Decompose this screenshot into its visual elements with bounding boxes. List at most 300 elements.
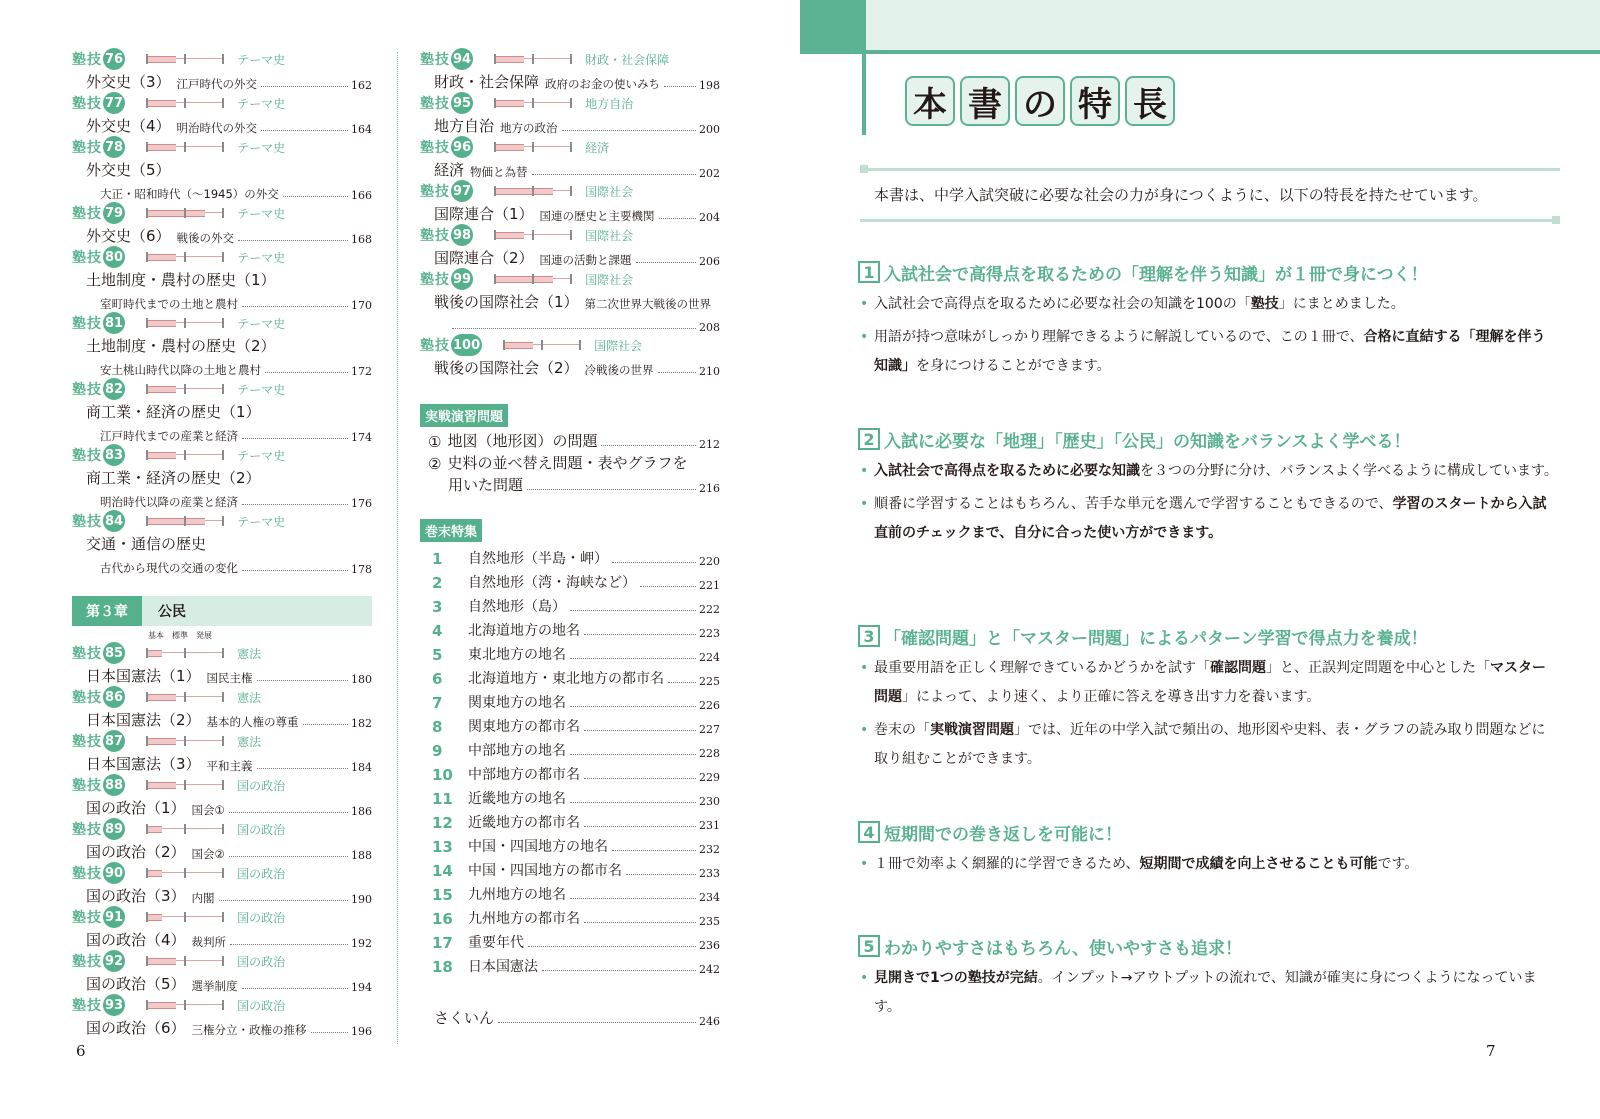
feature-point bbox=[858, 323, 1558, 381]
practice-page: 212 bbox=[699, 438, 720, 451]
entry-category: 国際社会 bbox=[585, 272, 634, 287]
toc-entry[interactable] bbox=[72, 378, 372, 444]
dot-leader bbox=[562, 130, 696, 131]
level-ticks bbox=[147, 516, 223, 526]
entry-category: 憲法 bbox=[237, 734, 262, 749]
entry-page: 188 bbox=[351, 849, 372, 862]
feature-block bbox=[858, 425, 1558, 548]
entry-subtitle: 平和主義 bbox=[206, 759, 253, 773]
special-title: 中国・四国地方の都市名 bbox=[468, 863, 622, 879]
entry-subtitle: 戦後の外交 bbox=[176, 231, 235, 245]
special-number: 1 bbox=[432, 550, 443, 568]
dot-leader bbox=[257, 768, 348, 769]
entry-title: 日本国憲法（1） bbox=[86, 667, 201, 685]
entry-category: 国際社会 bbox=[585, 184, 634, 199]
dot-leader bbox=[498, 1022, 696, 1023]
special-number: 5 bbox=[432, 646, 443, 664]
special-item[interactable] bbox=[420, 928, 720, 952]
level-ticks bbox=[147, 868, 223, 878]
difficulty-level-bar bbox=[147, 1000, 223, 1010]
entry-subtitle: 江戸時代の外交 bbox=[176, 77, 258, 91]
entry-subtitle: 国会① bbox=[191, 803, 225, 817]
entry-tag bbox=[72, 202, 372, 224]
dot-leader bbox=[242, 504, 348, 505]
toc-entry[interactable] bbox=[72, 510, 372, 576]
special-title: 中部地方の都市名 bbox=[468, 767, 580, 783]
header-band bbox=[800, 0, 1600, 50]
entry-category: 国際社会 bbox=[594, 338, 643, 353]
toc-entry[interactable] bbox=[420, 224, 720, 268]
difficulty-level-bar bbox=[147, 824, 223, 834]
practice-title-cont: 用いた問題 bbox=[448, 476, 524, 494]
entry-category: 国の政治 bbox=[237, 910, 286, 925]
dot-leader bbox=[584, 778, 696, 779]
entry-number-badge: 76 bbox=[103, 48, 125, 70]
feature-heading bbox=[858, 425, 1558, 453]
entry-tag bbox=[420, 224, 720, 246]
header-rule bbox=[800, 50, 1600, 54]
difficulty-level-bar bbox=[147, 868, 223, 878]
title-char-box: 書 bbox=[960, 76, 1010, 126]
juku-label: 塾技 bbox=[72, 998, 102, 1014]
entry-subtitle-row bbox=[72, 356, 372, 378]
toc-entry[interactable] bbox=[72, 246, 372, 312]
feature-point-emphasis: 入試社会で高得点を取るために必要な知識 bbox=[874, 463, 1140, 479]
toc-entry[interactable] bbox=[420, 92, 720, 136]
page-number-left: 6 bbox=[76, 1042, 86, 1060]
special-page: 229 bbox=[699, 771, 720, 784]
entry-title-row bbox=[72, 664, 372, 686]
special-item[interactable] bbox=[420, 640, 720, 664]
level-ticks bbox=[147, 648, 223, 658]
entry-tag bbox=[72, 950, 372, 972]
dot-leader bbox=[640, 586, 696, 587]
entry-page: 176 bbox=[351, 497, 372, 510]
feature-point-text: を３つの分野に分け、バランスよく学べるように構成しています。 bbox=[1140, 463, 1558, 479]
juku-label: 塾技 bbox=[72, 448, 102, 464]
special-page: 225 bbox=[699, 675, 720, 688]
toc-entry[interactable] bbox=[72, 906, 372, 950]
entry-page: 180 bbox=[351, 673, 372, 686]
entry-number-badge: 77 bbox=[103, 92, 125, 114]
dot-leader bbox=[532, 174, 696, 175]
entry-page: 202 bbox=[699, 167, 720, 180]
entry-title-row bbox=[72, 224, 372, 246]
special-title: 中部地方の地名 bbox=[468, 743, 566, 759]
level-ticks bbox=[147, 450, 223, 460]
entry-tag bbox=[72, 510, 372, 532]
special-title: 関東地方の地名 bbox=[468, 695, 566, 711]
entry-subtitle-row bbox=[72, 488, 372, 510]
toc-entry[interactable] bbox=[420, 180, 720, 224]
difficulty-level-bar bbox=[147, 692, 223, 702]
title-char-box: 長 bbox=[1125, 76, 1175, 126]
feature-point bbox=[858, 716, 1558, 774]
special-number: 18 bbox=[432, 958, 453, 976]
special-item[interactable] bbox=[420, 880, 720, 904]
juku-label: 塾技 bbox=[420, 96, 450, 112]
special-item[interactable] bbox=[420, 544, 720, 568]
special-title: 東北地方の地名 bbox=[468, 647, 566, 663]
toc-entry[interactable] bbox=[72, 730, 372, 774]
entry-subtitle: 古代から現代の交通の変化 bbox=[100, 561, 238, 575]
entry-subtitle: 内閣 bbox=[191, 891, 215, 905]
entry-category: テーマ史 bbox=[237, 52, 286, 67]
special-item[interactable] bbox=[420, 712, 720, 736]
toc-entry[interactable] bbox=[72, 994, 372, 1038]
feature-point-emphasis: 塾技 bbox=[1250, 296, 1279, 312]
dot-leader bbox=[584, 634, 696, 635]
special-item[interactable] bbox=[420, 832, 720, 856]
entry-subtitle: 三権分立・政権の推移 bbox=[191, 1023, 307, 1037]
dot-leader bbox=[230, 944, 348, 945]
intro-text: 本書は、中学入試突破に必要な社会の力が身につくように、以下の特長を持たせています。 bbox=[874, 186, 1488, 204]
entry-title-row bbox=[72, 840, 372, 862]
toc-entry[interactable] bbox=[420, 268, 720, 334]
toc-entry[interactable] bbox=[72, 642, 372, 686]
difficulty-level-bar bbox=[147, 142, 223, 152]
intro-rule-bottom bbox=[860, 219, 1560, 222]
entry-tag bbox=[72, 48, 372, 70]
level-ticks bbox=[147, 736, 223, 746]
entry-subtitle: 国連の歴史と主要機関 bbox=[539, 209, 655, 223]
entry-number-badge: 86 bbox=[103, 686, 125, 708]
entry-page: 208 bbox=[699, 321, 720, 334]
dot-leader bbox=[570, 706, 696, 707]
chapter-name: 公民 bbox=[158, 604, 186, 620]
index-entry[interactable] bbox=[420, 1006, 720, 1028]
entry-title: 国の政治（5） bbox=[86, 975, 186, 993]
entry-page: 178 bbox=[351, 563, 372, 576]
entry-title: 日本国憲法（3） bbox=[86, 755, 201, 773]
special-page: 227 bbox=[699, 723, 720, 736]
entry-tag bbox=[72, 994, 372, 1016]
feature-block bbox=[858, 818, 1558, 879]
feature-point-text: です。 bbox=[1377, 856, 1419, 872]
entry-title-row bbox=[72, 400, 372, 422]
feature-point bbox=[858, 490, 1558, 548]
level-ticks bbox=[147, 692, 223, 702]
special-title: 北海道地方の地名 bbox=[468, 623, 580, 639]
special-number: 4 bbox=[432, 622, 443, 640]
difficulty-level-bar bbox=[495, 54, 571, 64]
feature-point-emphasis: 確認問題 bbox=[1210, 660, 1266, 676]
special-page: 234 bbox=[699, 891, 720, 904]
feature-heading bbox=[858, 932, 1558, 960]
level-ticks bbox=[147, 1000, 223, 1010]
entry-tag bbox=[72, 818, 372, 840]
entry-tag bbox=[72, 312, 372, 334]
entry-subtitle: 冷戦後の世界 bbox=[584, 363, 654, 377]
special-number: 6 bbox=[432, 670, 443, 688]
dot-leader bbox=[570, 610, 696, 611]
entry-title-row bbox=[72, 532, 372, 554]
dot-leader bbox=[626, 874, 696, 875]
toc-entry[interactable] bbox=[72, 312, 372, 378]
juku-label: 塾技 bbox=[72, 206, 102, 222]
dot-leader bbox=[584, 730, 696, 731]
special-number: 16 bbox=[432, 910, 453, 928]
entry-page: 210 bbox=[699, 365, 720, 378]
special-number: 17 bbox=[432, 934, 453, 952]
special-item[interactable] bbox=[420, 736, 720, 760]
difficulty-level-bar bbox=[147, 384, 223, 394]
level-ticks bbox=[495, 274, 571, 284]
entry-category: テーマ史 bbox=[237, 514, 286, 529]
special-item[interactable] bbox=[420, 856, 720, 880]
entry-category: 国際社会 bbox=[585, 228, 634, 243]
practice-item[interactable] bbox=[420, 451, 720, 473]
feature-number: 2 bbox=[858, 428, 880, 450]
toc-entry[interactable] bbox=[72, 136, 372, 202]
entry-subtitle: 江戸時代までの産業と経済 bbox=[100, 429, 238, 443]
entry-tag bbox=[72, 378, 372, 400]
feature-heading bbox=[858, 818, 1558, 846]
difficulty-level-bar bbox=[495, 98, 571, 108]
difficulty-level-bar bbox=[147, 516, 223, 526]
feature-point-emphasis: 見開きで1つの塾技が完結 bbox=[874, 970, 1038, 986]
dot-leader bbox=[612, 562, 696, 563]
toc-entry[interactable] bbox=[72, 862, 372, 906]
entry-title: 国の政治（1） bbox=[86, 799, 186, 817]
entry-number-badge: 100 bbox=[451, 334, 482, 356]
toc-entry[interactable] bbox=[72, 48, 372, 92]
special-page: 221 bbox=[699, 579, 720, 592]
entry-category: 憲法 bbox=[237, 690, 262, 705]
level-ticks bbox=[495, 186, 571, 196]
entry-category: 財政・社会保障 bbox=[585, 52, 670, 67]
difficulty-level-bar bbox=[147, 98, 223, 108]
special-item[interactable] bbox=[420, 688, 720, 712]
dot-leader bbox=[261, 130, 348, 131]
dot-leader bbox=[283, 196, 348, 197]
practice-label: ① bbox=[428, 433, 442, 451]
feature-point-text: １冊で効率よく網羅的に学習できるため、 bbox=[874, 856, 1140, 872]
entry-subtitle: 第二次世界大戦後の世界 bbox=[584, 297, 712, 311]
level-ticks bbox=[147, 54, 223, 64]
feature-point bbox=[858, 654, 1558, 712]
practice-item[interactable] bbox=[420, 429, 720, 451]
feature-point-emphasis: 合格に直結する「理解を伴う知識」 bbox=[874, 329, 1546, 374]
dot-leader bbox=[584, 922, 696, 923]
special-title: 自然地形（島） bbox=[468, 599, 566, 615]
entry-number-badge: 95 bbox=[451, 92, 473, 114]
difficulty-level-bar bbox=[495, 274, 571, 284]
special-item[interactable] bbox=[420, 904, 720, 928]
difficulty-level-bar bbox=[495, 186, 571, 196]
special-title: 中国・四国地方の地名 bbox=[468, 839, 608, 855]
feature-point-emphasis: 短期間で成績を向上させることも可能 bbox=[1139, 856, 1378, 872]
special-page: 236 bbox=[699, 939, 720, 952]
level-ticks bbox=[147, 208, 223, 218]
dot-leader bbox=[664, 86, 696, 87]
entry-subtitle: 国連の活動と課題 bbox=[539, 253, 632, 267]
special-number: 13 bbox=[432, 838, 453, 856]
special-page: 224 bbox=[699, 651, 720, 664]
entry-number-badge: 83 bbox=[103, 444, 125, 466]
entry-subtitle: 国会② bbox=[191, 847, 225, 861]
entry-title-row bbox=[72, 752, 372, 774]
entry-title-row bbox=[72, 884, 372, 906]
entry-title: 経済 bbox=[434, 161, 465, 179]
special-item[interactable] bbox=[420, 760, 720, 784]
special-item[interactable] bbox=[420, 616, 720, 640]
special-title: 北海道地方・東北地方の都市名 bbox=[468, 671, 664, 687]
entry-page: 170 bbox=[351, 299, 372, 312]
difficulty-level-bar bbox=[495, 142, 571, 152]
difficulty-level-bar bbox=[147, 318, 223, 328]
entry-category: 地方自治 bbox=[585, 96, 634, 111]
entry-tag bbox=[72, 774, 372, 796]
entry-title: 国の政治（6） bbox=[86, 1019, 186, 1037]
toc-column-1 bbox=[72, 48, 372, 1038]
entry-title: 外交史（5） bbox=[86, 161, 171, 179]
special-number: 3 bbox=[432, 598, 443, 616]
chapter-label: 第３章 bbox=[72, 596, 142, 626]
special-item[interactable] bbox=[420, 592, 720, 616]
right-page-features bbox=[800, 0, 1600, 1119]
dot-leader bbox=[668, 682, 696, 683]
feature-block bbox=[858, 258, 1558, 381]
entry-tag bbox=[420, 48, 720, 70]
juku-label: 塾技 bbox=[72, 822, 102, 838]
entry-title: 戦後の国際社会（2） bbox=[434, 359, 579, 377]
special-item[interactable] bbox=[420, 664, 720, 688]
feature-heading-text: 「確認問題」と「マスター問題」によるパターン学習で得点力を養成！ bbox=[884, 628, 1428, 649]
toc-entry[interactable] bbox=[72, 686, 372, 730]
entry-subtitle-row bbox=[72, 180, 372, 202]
entry-number-badge: 97 bbox=[451, 180, 473, 202]
juku-label: 塾技 bbox=[72, 954, 102, 970]
special-item[interactable] bbox=[420, 808, 720, 832]
toc-entry[interactable] bbox=[72, 774, 372, 818]
entry-title: 戦後の国際社会（1） bbox=[434, 293, 579, 311]
feature-block bbox=[858, 932, 1558, 1022]
special-item[interactable] bbox=[420, 784, 720, 808]
juku-label: 塾技 bbox=[420, 272, 450, 288]
entry-title: 交通・通信の歴史 bbox=[86, 535, 207, 553]
intro-rule-top bbox=[860, 168, 1560, 171]
dot-leader bbox=[570, 802, 696, 803]
special-page: 232 bbox=[699, 843, 720, 856]
entry-page: 182 bbox=[351, 717, 372, 730]
special-title: 重要年代 bbox=[468, 935, 524, 951]
feature-point-text: 」では、近年の中学入試で頻出の、地形図や史料、表・グラフの読み取り問題などに取り組むことができます。 bbox=[874, 722, 1546, 767]
difficulty-level-bar bbox=[147, 648, 223, 658]
header-accent-block bbox=[800, 0, 862, 50]
toc-entry[interactable] bbox=[72, 950, 372, 994]
entry-tag bbox=[72, 642, 372, 664]
level-ticks bbox=[147, 780, 223, 790]
entry-title: 商工業・経済の歴史（1） bbox=[86, 403, 261, 421]
special-page: 226 bbox=[699, 699, 720, 712]
feature-point-emphasis: マスター問題 bbox=[874, 660, 1546, 705]
special-item[interactable] bbox=[420, 952, 720, 976]
entry-category: 国の政治 bbox=[237, 822, 286, 837]
practice-heading: 実戦演習問題 bbox=[420, 404, 508, 427]
special-number: 7 bbox=[432, 694, 443, 712]
entry-title: 国際連合（2） bbox=[434, 249, 534, 267]
title-char-box: 本 bbox=[905, 76, 955, 126]
feature-point-emphasis: 学習のスタートから入試直前のチェックまで、自分に合った使い方ができます。 bbox=[874, 496, 1547, 541]
entry-category: テーマ史 bbox=[237, 96, 286, 111]
practice-item-cont bbox=[420, 473, 720, 495]
entry-page: 200 bbox=[699, 123, 720, 136]
entry-title-row bbox=[420, 290, 720, 312]
special-page: 222 bbox=[699, 603, 720, 616]
feature-point bbox=[858, 850, 1558, 879]
entry-title-row bbox=[72, 70, 372, 92]
entry-page: 186 bbox=[351, 805, 372, 818]
entry-number-badge: 91 bbox=[103, 906, 125, 928]
special-title: 関東地方の都市名 bbox=[468, 719, 580, 735]
dot-leader bbox=[584, 826, 696, 827]
entry-subtitle: 大正・昭和時代（～1945）の外交 bbox=[100, 187, 279, 201]
page-number-right: 7 bbox=[1486, 1042, 1496, 1060]
special-number: 9 bbox=[432, 742, 443, 760]
entry-category: テーマ史 bbox=[237, 382, 286, 397]
special-item[interactable] bbox=[420, 568, 720, 592]
toc-entry[interactable] bbox=[72, 444, 372, 510]
entry-title: 外交史（4） bbox=[86, 117, 171, 135]
special-number: 8 bbox=[432, 718, 443, 736]
juku-label: 塾技 bbox=[72, 734, 102, 750]
entry-title-row bbox=[72, 972, 372, 994]
entry-number-badge: 89 bbox=[103, 818, 125, 840]
entry-number-badge: 96 bbox=[451, 136, 473, 158]
dot-leader bbox=[311, 1032, 348, 1033]
index-title: さくいん bbox=[434, 1009, 495, 1027]
entry-number-badge: 80 bbox=[103, 246, 125, 268]
level-ticks bbox=[147, 912, 223, 922]
special-page: 233 bbox=[699, 867, 720, 880]
page-title bbox=[905, 76, 1175, 126]
feature-heading-text: わかりやすさはもちろん、使いやすさも追求！ bbox=[884, 938, 1243, 959]
entry-tag bbox=[72, 862, 372, 884]
dot-leader bbox=[527, 489, 696, 490]
entry-title-row bbox=[420, 202, 720, 224]
entry-number-badge: 82 bbox=[103, 378, 125, 400]
feature-point-text: 」と、正誤判定問題を中心とした「 bbox=[1266, 660, 1490, 676]
entry-number-badge: 84 bbox=[103, 510, 125, 532]
column-divider bbox=[397, 52, 398, 1044]
level-ticks bbox=[147, 252, 223, 262]
difficulty-level-bar bbox=[147, 450, 223, 460]
toc-entry[interactable] bbox=[420, 334, 720, 378]
practice-page: 216 bbox=[699, 482, 720, 495]
special-page: 228 bbox=[699, 747, 720, 760]
feature-point-text: 順番に学習することはもちろん、苦手な単元を選んで学習することもできるので、 bbox=[874, 496, 1393, 512]
toc-entry[interactable] bbox=[420, 48, 720, 92]
feature-heading-text: 入試社会で高得点を取るための「理解を伴う知識」が１冊で身につく！ bbox=[884, 264, 1428, 285]
index-page: 246 bbox=[699, 1015, 720, 1028]
level-ticks bbox=[147, 318, 223, 328]
dot-leader bbox=[242, 306, 348, 307]
toc-entry[interactable] bbox=[72, 92, 372, 136]
juku-label: 塾技 bbox=[72, 514, 102, 530]
toc-entry[interactable] bbox=[72, 818, 372, 862]
entry-page: 194 bbox=[351, 981, 372, 994]
special-number: 10 bbox=[432, 766, 453, 784]
entry-title: 国の政治（3） bbox=[86, 887, 186, 905]
feature-point-text: 入試社会で高得点を取るために必要な社会の知識を100の「 bbox=[874, 296, 1251, 312]
toc-entry[interactable] bbox=[420, 136, 720, 180]
feature-heading bbox=[858, 622, 1558, 650]
feature-point-text: 」によって、より速く、より正確に答えを導き出す力を養います。 bbox=[902, 689, 1321, 705]
level-ticks bbox=[147, 956, 223, 966]
toc-entry[interactable] bbox=[72, 202, 372, 246]
feature-point bbox=[858, 457, 1558, 486]
